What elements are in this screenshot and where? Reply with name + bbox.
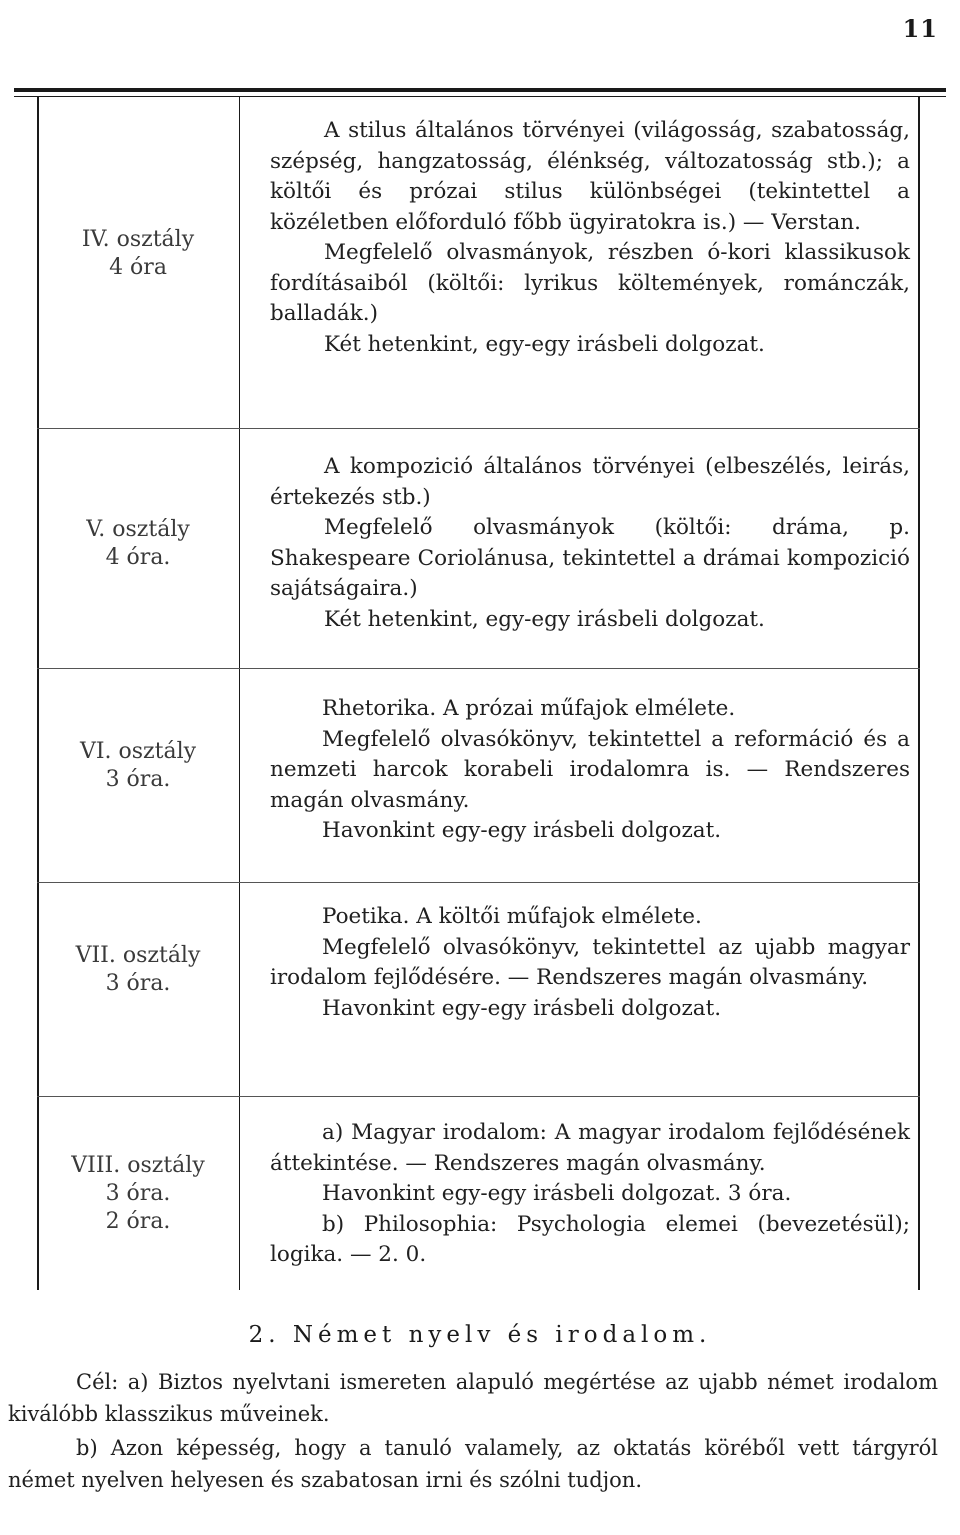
grade-label-iv [37,226,239,282]
content-paragraph: Havonkint egy-egy irásbeli dolgozat. 3 óra. [322,1181,792,1206]
goal-text-a: Cél: a) Biztos nyelvtani ismereten alapuló megértése az ujabb német irodalom kiválóbb klasszikus műveinek. [8,1370,938,1426]
grade-label-v [37,516,239,572]
grade-name: V. osztály [86,517,190,542]
goal-paragraph-a [8,1366,938,1430]
grade-hours: 3 óra. [105,767,171,792]
content-paragraph: Megfelelő olvasókönyv, tekintettel a reformáció és a nemzeti harcok korabeli irodalomra is. — Rendszeres magán olvasmány. [270,726,910,813]
row-separator [37,1096,920,1097]
content-paragraph: Megfelelő olvasmányok, részben ó-kori klassikusok fordításaiból (költői: lyrikus költemények, románczák, balladák.) [270,240,910,326]
grade-hours: 3 óra. [105,1181,171,1206]
content-paragraph: b) Philosophia: Psychologia elemei (bevezetésül); logika. — 2. 0. [270,1211,910,1267]
goal-text-b: b) Azon képesség, hogy a tanuló valamely, az oktatás köréből vett tárgyról német nyelven helyesen és szabatosan irni és szólni tudjon. [8,1436,938,1492]
grade-label-vi [37,738,239,794]
row-separator [37,668,920,669]
goal-paragraph-b [8,1432,938,1496]
row-separator [37,882,920,883]
grade-label-vii [37,942,239,998]
content-paragraph: A kompozició általános törvényei (elbeszélés, leirás, értekezés stb.) [270,454,910,510]
content-paragraph: A stilus általános törvényei (világosság, szabatosság, szépség, hangzatosság, élénkség, változatosság stb.); a költői és prózai stilus különbségei (tekintettel a közéletben előforduló főbb ügyiratokra is.) — Verstan. [270,118,910,235]
grade-hours: 3 óra. [105,971,171,996]
content-paragraph: Havonkint egy-egy irásbeli dolgozat. [322,818,722,843]
row-content-v [270,452,910,635]
curriculum-table [37,96,920,1290]
page-number: 11 [902,14,938,43]
row-content-viii [270,1118,910,1271]
row-separator [37,428,920,429]
section-heading: 2. Német nyelv és irodalom. [248,1322,712,1348]
grade-name: VII. osztály [75,943,201,968]
content-paragraph: Megfelelő olvasmányok (költői: dráma, p. Shakespeare Coriolánusa, tekintettel a drámai kompozició sajátságaira.) [270,515,910,601]
grade-name: VI. osztály [79,739,197,764]
grade-label-viii [37,1152,239,1236]
table-right-border [918,96,920,1290]
top-double-rule [14,88,946,92]
content-paragraph: Két hetenkint, egy-egy irásbeli dolgozat. [324,331,765,357]
content-paragraph: Megfelelő olvasókönyv, tekintettel az ujabb magyar irodalom fejlődésére. — Rendszeres magán olvasmány. [270,934,910,990]
grade-hours: 4 óra [109,255,167,280]
grade-name: VIII. osztály [71,1153,205,1178]
row-content-vi [270,694,910,847]
row-content-vii [270,902,910,1024]
grade-hours-secondary: 2 óra. [105,1209,171,1234]
content-paragraph: Poetika. A költői műfajok elmélete. [322,904,702,929]
table-column-divider [239,96,240,1290]
grade-hours: 4 óra. [105,545,171,570]
row-content-iv [270,116,910,360]
content-paragraph: Havonkint egy-egy irásbeli dolgozat. [322,995,722,1021]
content-paragraph: Rhetorika. A prózai műfajok elmélete. [322,696,736,721]
content-paragraph: Két hetenkint, egy-egy irásbeli dolgozat. [324,606,765,632]
content-paragraph: a) Magyar irodalom: A magyar irodalom fejlődésének áttekintése. — Rendszeres magán olvasmány. [270,1120,910,1176]
grade-name: IV. osztály [81,227,195,252]
